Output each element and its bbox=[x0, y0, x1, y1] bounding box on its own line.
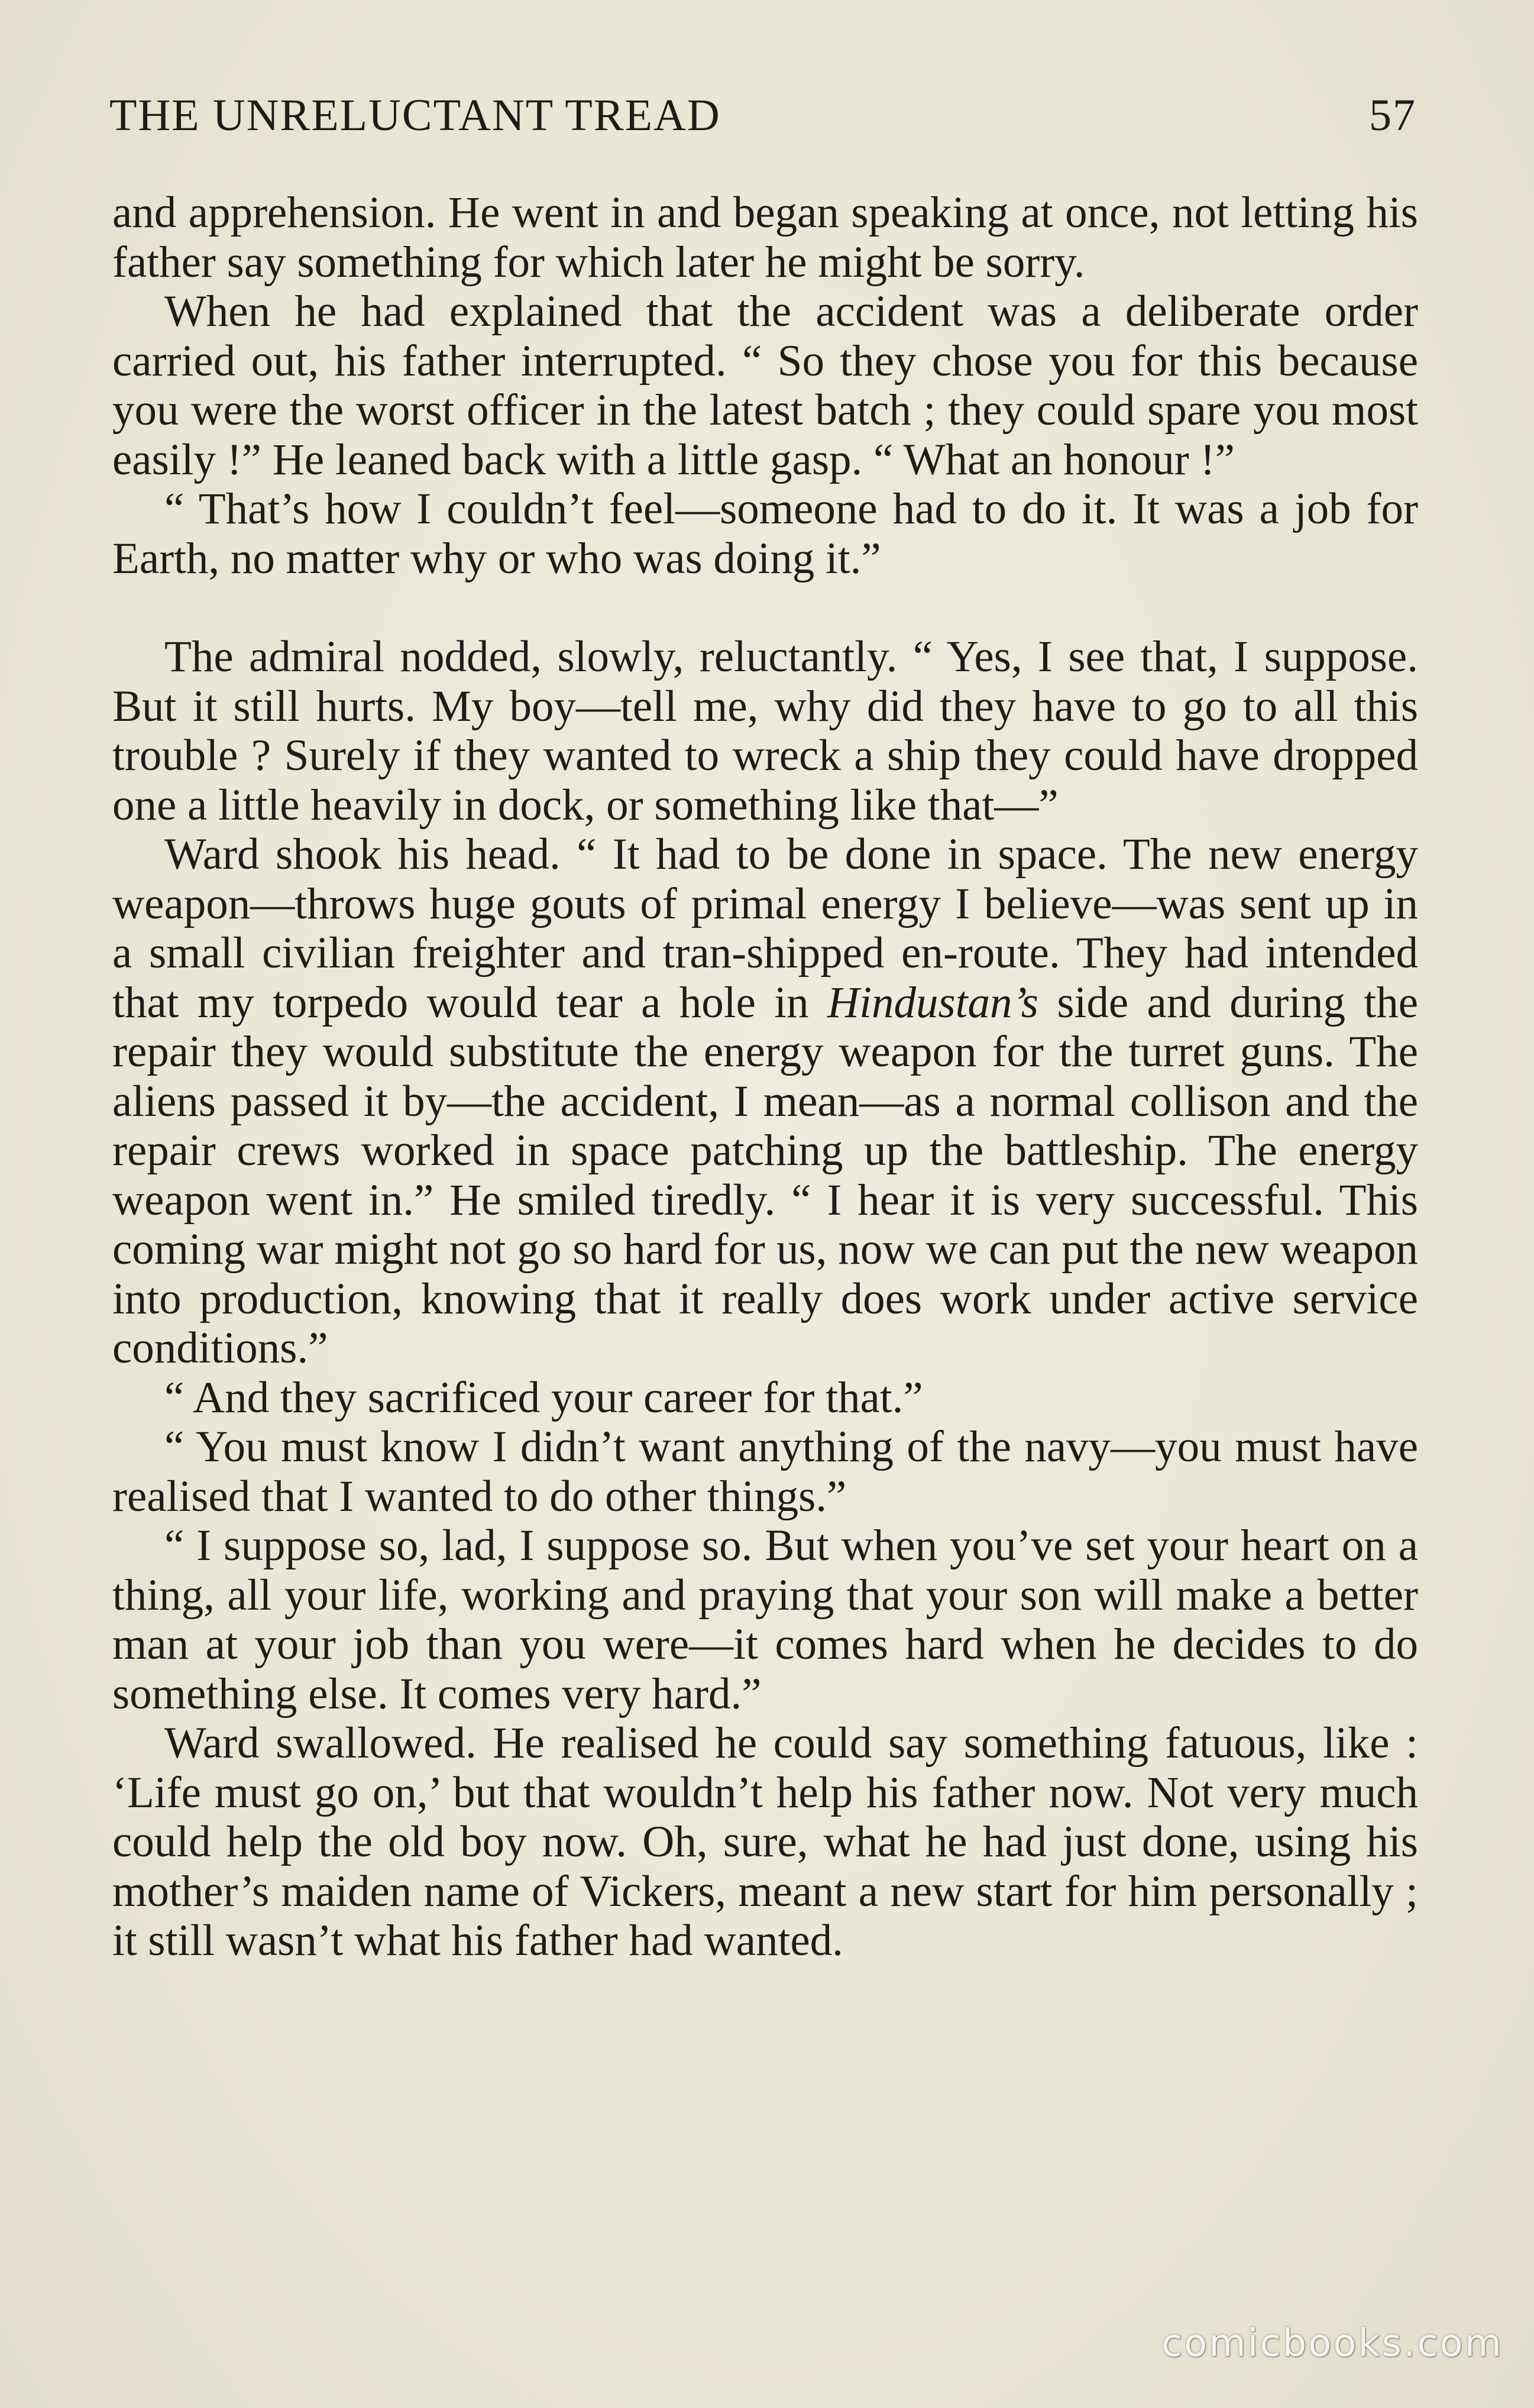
paragraph-9: Ward swallowed. He realised he could say something fatuous, like : ‘Life must go on,’ but that wouldn’t help his father now. Not very much could help the old boy now. Oh, sure, what he had just done, using his mother’s maiden name of Vickers, meant a new start for him personally ; it still wasn’t what his father had wanted. bbox=[112, 1718, 1418, 1965]
paragraph-6: “ And they sacrificed your career for that.” bbox=[164, 1373, 923, 1422]
paragraph-7: “ You must know I didn’t want anything of the navy—you must have realised that I wanted to do other things.” bbox=[112, 1422, 1418, 1521]
paragraph-2: When he had explained that the accident was a deliberate order carried out, his father interrupted. “ So they chose you for this because you were the worst officer in the latest batch ; they could spare you most easily !” He leaned back with a little gasp. “ What an honour !” bbox=[112, 287, 1418, 484]
watermark: comicbooks.com bbox=[1161, 2322, 1503, 2365]
paragraph-5-after: side and during the repair they would substitute the energy weapon for the turret guns. The aliens passed it by—the accident, I mean—as a normal collison and the repair crews worked in space patching up the battleship. The energy weapon went in.” He smiled tiredly. “ I hear it is very successful. This coming war might not go so hard for us, now we can put the new weapon into production, knowing that it really does work under active service conditions.” bbox=[112, 978, 1418, 1373]
body-text bbox=[112, 188, 1418, 1966]
running-head bbox=[109, 83, 1416, 148]
paragraph-3: “ That’s how I couldn’t feel—someone had to do it. It was a job for Earth, no matter why or who was doing it.” bbox=[112, 484, 1418, 583]
paragraph-5-before: Ward shook his head. “ It had to be done in space. The new energy weapon—throws huge gouts of primal energy I believe—was sent up in a small civilian freighter and tran-shipped en-route. They had intended that my torpedo would tear a hole in bbox=[112, 830, 1418, 1027]
paragraph-8: “ I suppose so, lad, I suppose so. But when you’ve set your heart on a thing, all your life, working and praying that your son will make a better man at your job than you were—it comes hard when he decides to do something else. It comes very hard.” bbox=[112, 1521, 1418, 1718]
paragraph-5 bbox=[112, 830, 1418, 1373]
page-number: 57 bbox=[1369, 90, 1416, 140]
paragraph-1: and apprehension. He went in and began speaking at once, not letting his father say something for which later he might be sorry. bbox=[112, 188, 1418, 287]
running-head-title: THE UNRELUCTANT TREAD bbox=[109, 90, 721, 140]
ship-name-emphasis: Hindustan’s bbox=[827, 978, 1038, 1027]
paragraph-4: The admiral nodded, slowly, reluctantly. “ Yes, I see that, I suppose. But it still hurts. My boy—tell me, why did they have to go to all this trouble ? Surely if they wanted to wreck a ship they could have dropped one a little heavily in dock, or something like that—” bbox=[112, 632, 1418, 830]
